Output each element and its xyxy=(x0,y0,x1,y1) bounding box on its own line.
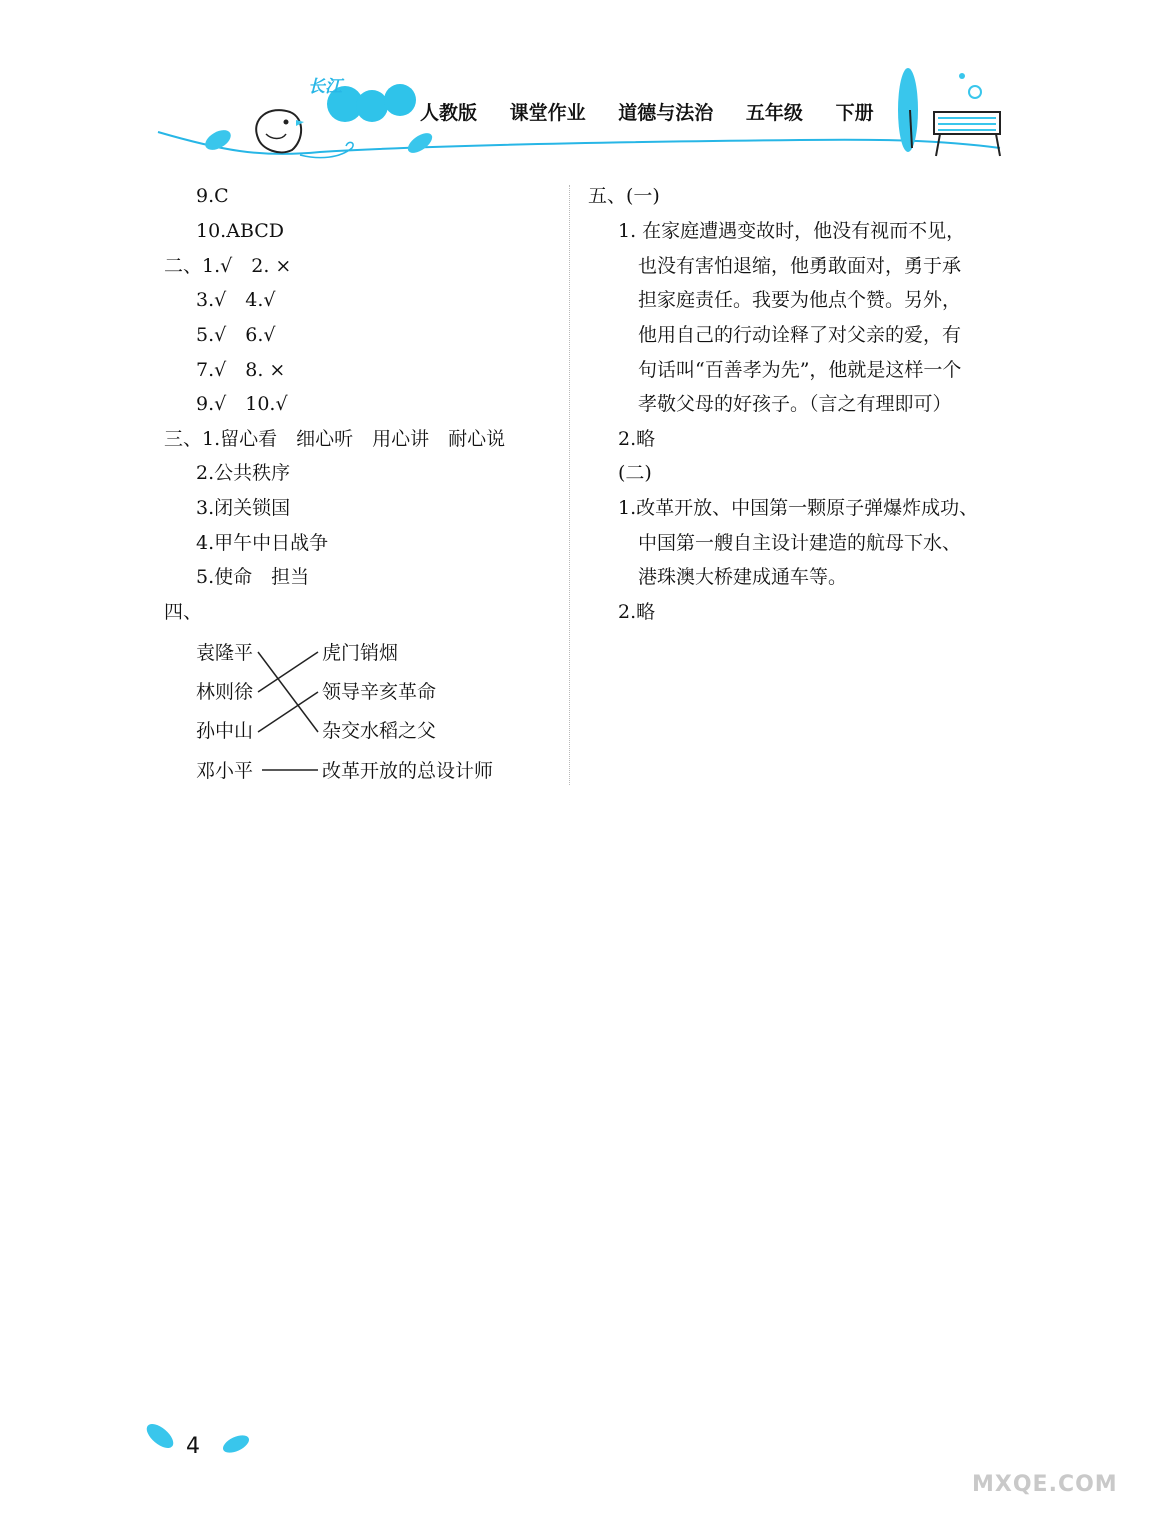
answer-line: (二) xyxy=(618,462,652,484)
answer-line: 句话叫“百善孝为先”，他就是这样一个 xyxy=(638,359,962,381)
match-person: 邓小平 xyxy=(196,760,254,782)
answer-line: 3.√ 4.√ xyxy=(196,289,276,311)
answer-line: 2.略 xyxy=(618,601,656,623)
match-person: 林则徐 xyxy=(196,681,254,703)
answer-line: 四、 xyxy=(164,601,203,623)
answer-line: 5.使命 担当 xyxy=(196,566,310,588)
match-person: 孙中山 xyxy=(196,720,254,742)
footer-leaves-icon xyxy=(140,1410,260,1470)
volume: 下册 xyxy=(835,102,874,124)
answer-line: 7.√ 8. × xyxy=(196,359,286,381)
match-event: 领导辛亥革命 xyxy=(322,681,437,703)
answer-line: 也没有害怕退缩，他勇敢面对，勇于承 xyxy=(638,255,962,277)
publisher: 人教版 xyxy=(420,102,478,124)
answer-line: 二、1.√ 2. × xyxy=(164,255,292,277)
answer-line: 9.C xyxy=(196,185,229,207)
column-divider xyxy=(569,185,570,785)
answer-line: 5.√ 6.√ xyxy=(196,324,276,346)
answer-line: 1. 在家庭遭遇变故时，他没有视而不见， xyxy=(618,220,966,242)
match-person: 袁隆平 xyxy=(196,642,254,664)
match-event: 改革开放的总设计师 xyxy=(322,760,494,782)
match-event: 杂交水稻之父 xyxy=(322,720,437,742)
brand-logo: 长江 xyxy=(308,77,342,97)
answer-line: 1.改革开放、中国第一颗原子弹爆炸成功、 xyxy=(618,497,979,519)
answer-line: 孝敬父母的好孩子。（言之有理即可） xyxy=(638,393,952,415)
grade: 五年级 xyxy=(745,102,803,124)
answer-line: 10.ABCD xyxy=(196,220,285,242)
answer-line: 他用自己的行动诠释了对父亲的爱，有 xyxy=(638,324,962,346)
answer-line: 港珠澳大桥建成通车等。 xyxy=(638,566,848,588)
answer-line: 4.甲午中日战争 xyxy=(196,532,329,554)
answer-line: 三、1.留心看 细心听 用心讲 耐心说 xyxy=(164,428,506,450)
answer-line: 9.√ 10.√ xyxy=(196,393,288,415)
answer-line: 五、(一) xyxy=(588,185,660,207)
answer-line: 2.略 xyxy=(618,428,656,450)
answer-line: 3.闭关锁国 xyxy=(196,497,291,519)
answer-line: 中国第一艘自主设计建造的航母下水、 xyxy=(638,532,962,554)
match-event: 虎门销烟 xyxy=(322,642,399,664)
book-type: 课堂作业 xyxy=(509,102,586,124)
subject: 道德与法治 xyxy=(618,102,714,124)
answer-line: 担家庭责任。我要为他点个赞。另外， xyxy=(638,289,962,311)
page-number: 4 xyxy=(186,1434,200,1459)
answer-line: 2.公共秩序 xyxy=(196,462,291,484)
watermark: MXQE.COM xyxy=(972,1472,1118,1497)
